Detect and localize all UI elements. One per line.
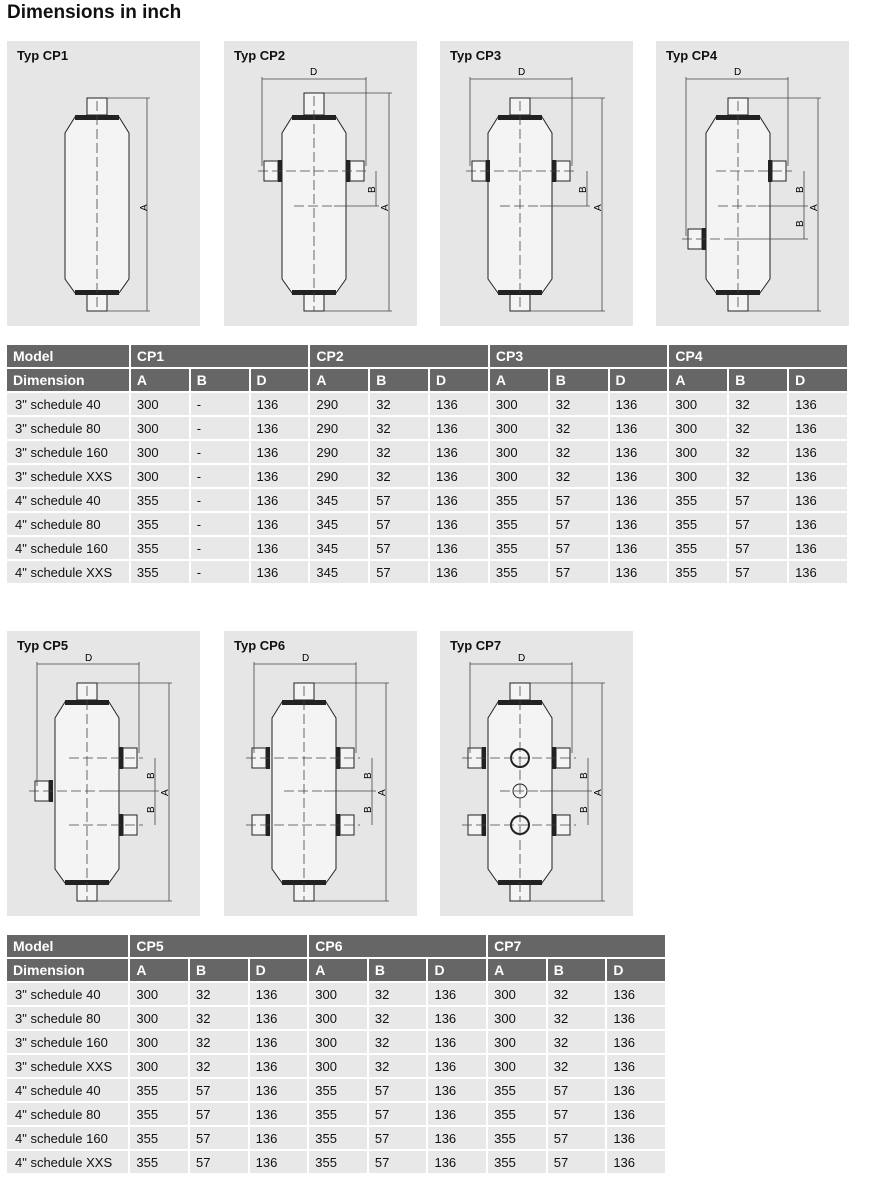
dim-d-label: D: [302, 653, 310, 664]
table-cell: 300: [130, 1055, 188, 1079]
panel-label: Typ CP4: [666, 48, 718, 63]
table-cell: 136: [250, 1055, 308, 1079]
table-cell: 300: [488, 1055, 546, 1079]
column-header: B: [550, 369, 608, 393]
table-cell: 136: [251, 393, 309, 417]
table-cell: -: [191, 417, 249, 441]
table-cell: 300: [490, 417, 548, 441]
table-row: [7, 1031, 665, 1055]
table-cell: 136: [789, 465, 847, 489]
table-cell: 57: [548, 1151, 606, 1175]
table-cell: 355: [309, 1127, 367, 1151]
table-subheader-row: [7, 959, 665, 983]
table-cell: 136: [428, 1055, 486, 1079]
table-cell: 136: [610, 393, 668, 417]
cp3-diagram-icon: [440, 41, 633, 326]
table-cell: 32: [550, 465, 608, 489]
table-cell: 290: [310, 417, 368, 441]
table-cell: 136: [251, 489, 309, 513]
dim-b-label: B: [363, 806, 374, 813]
row-label: 4" schedule 40: [7, 1079, 128, 1103]
table-cell: 300: [669, 465, 727, 489]
table-cell: 355: [130, 1079, 188, 1103]
diagram-panel-cp1: [7, 41, 200, 326]
table-cell: 136: [250, 1103, 308, 1127]
table-cell: 57: [370, 489, 428, 513]
table-cell: 32: [550, 393, 608, 417]
group-header: CP2: [310, 345, 488, 369]
dim-b-label: B: [146, 772, 157, 779]
table-row: [7, 1127, 665, 1151]
table-cell: 136: [428, 1127, 486, 1151]
table-cell: 136: [251, 465, 309, 489]
vessel-body: [472, 98, 570, 311]
table-cell: 136: [789, 489, 847, 513]
cp1-diagram-icon: [7, 41, 200, 326]
vessel-body: [252, 683, 354, 901]
table-cell: -: [191, 489, 249, 513]
table-cell: 136: [430, 441, 488, 465]
panel-label: Typ CP2: [234, 48, 286, 63]
column-header: B: [729, 369, 787, 393]
table-row: [7, 489, 847, 513]
dimensions-table-cp5-cp7: [5, 935, 667, 1175]
table-cell: 136: [250, 1007, 308, 1031]
table-cell: 300: [131, 441, 189, 465]
table-cell: 136: [428, 1103, 486, 1127]
table-cell: 32: [190, 1055, 248, 1079]
table-cell: 136: [610, 561, 668, 585]
diagram-panel-cp5: [7, 631, 200, 916]
dimensions-table-cp1-cp4: [5, 345, 849, 585]
table-cell: 355: [490, 537, 548, 561]
table-cell: 136: [430, 393, 488, 417]
table-cell: 32: [548, 1031, 606, 1055]
table-cell: 355: [490, 561, 548, 585]
table-cell: 136: [430, 513, 488, 537]
group-header: CP5: [130, 935, 307, 959]
table-cell: 136: [607, 1031, 665, 1055]
table-cell: 136: [789, 561, 847, 585]
table-row: [7, 1079, 665, 1103]
table-cell: 300: [488, 1031, 546, 1055]
row-label: 3" schedule 40: [7, 393, 129, 417]
table-cell: 32: [548, 983, 606, 1007]
diagram-panel-cp6: [224, 631, 417, 916]
table-cell: 57: [370, 561, 428, 585]
table-cell: 136: [250, 1127, 308, 1151]
table-cell: 136: [789, 441, 847, 465]
column-header: A: [309, 959, 367, 983]
table-cell: 136: [250, 1151, 308, 1175]
table-cell: 136: [789, 537, 847, 561]
table-subheader-row: [7, 369, 847, 393]
cp7-diagram-icon: [440, 631, 633, 916]
table-cell: 300: [309, 1055, 367, 1079]
diagram-panel-cp2: [224, 41, 417, 326]
table-cell: 355: [488, 1127, 546, 1151]
column-header: A: [488, 959, 546, 983]
table-cell: 57: [548, 1127, 606, 1151]
table-cell: 32: [370, 465, 428, 489]
table-cell: 300: [130, 983, 188, 1007]
table-cell: 300: [131, 465, 189, 489]
table-cell: 355: [131, 537, 189, 561]
table-cell: 136: [610, 489, 668, 513]
column-header: D: [251, 369, 309, 393]
dim-b-label: B: [367, 186, 378, 193]
panel-label: Typ CP5: [17, 638, 69, 653]
table-cell: 32: [729, 441, 787, 465]
panel-label: Typ CP7: [450, 638, 502, 653]
cp4-diagram-icon: [656, 41, 849, 326]
table-cell: 355: [669, 513, 727, 537]
table-cell: 136: [610, 465, 668, 489]
diagram-panel-cp3: [440, 41, 633, 326]
panel-label: Typ CP6: [234, 638, 286, 653]
table-cell: 136: [428, 983, 486, 1007]
table-cell: 355: [669, 537, 727, 561]
table-cell: 300: [669, 417, 727, 441]
table-cell: 355: [131, 513, 189, 537]
table-cell: 136: [250, 1079, 308, 1103]
table-cell: 57: [548, 1103, 606, 1127]
table-cell: 32: [729, 465, 787, 489]
dim-a-label: A: [139, 204, 150, 211]
table-cell: 32: [370, 417, 428, 441]
diagram-panel-cp4: [656, 41, 849, 326]
table-cell: 136: [250, 983, 308, 1007]
dim-a-label: A: [380, 204, 391, 211]
table-cell: 355: [490, 489, 548, 513]
group-header: CP1: [131, 345, 309, 369]
table-cell: 136: [430, 465, 488, 489]
row-label: 4" schedule XXS: [7, 561, 129, 585]
table-row: [7, 417, 847, 441]
table-cell: 136: [251, 513, 309, 537]
model-header: Model: [7, 345, 129, 369]
row-label: 3" schedule 160: [7, 1031, 128, 1055]
table-cell: 136: [430, 537, 488, 561]
table-cell: 355: [669, 561, 727, 585]
table-row: [7, 1007, 665, 1031]
table-cell: 57: [729, 489, 787, 513]
table-cell: 290: [310, 393, 368, 417]
table-cell: 136: [430, 561, 488, 585]
table-cell: 57: [190, 1103, 248, 1127]
table-cell: 300: [669, 441, 727, 465]
table-cell: 300: [130, 1007, 188, 1031]
table-cell: 355: [488, 1151, 546, 1175]
table-row: [7, 513, 847, 537]
table-cell: 57: [550, 513, 608, 537]
table-header-row: [7, 345, 847, 369]
table-cell: 345: [310, 561, 368, 585]
table-cell: 57: [729, 513, 787, 537]
table-cell: 32: [548, 1007, 606, 1031]
table-cell: 57: [370, 513, 428, 537]
table-cell: 355: [490, 513, 548, 537]
column-header: D: [789, 369, 847, 393]
table-cell: 300: [130, 1031, 188, 1055]
table-row: [7, 561, 847, 585]
table-cell: 136: [607, 1127, 665, 1151]
group-header: CP6: [309, 935, 486, 959]
table-cell: 57: [369, 1127, 427, 1151]
table-cell: 32: [550, 441, 608, 465]
column-header: B: [369, 959, 427, 983]
table-cell: 32: [369, 983, 427, 1007]
table-cell: 136: [607, 1103, 665, 1127]
table-header-row: [7, 935, 665, 959]
table-cell: 57: [369, 1079, 427, 1103]
table-cell: 136: [610, 537, 668, 561]
table-cell: 300: [131, 393, 189, 417]
table-cell: -: [191, 393, 249, 417]
dim-a-label: A: [809, 204, 820, 211]
dim-b-label: B: [579, 772, 590, 779]
cp6-diagram-icon: [224, 631, 417, 916]
table-cell: 290: [310, 465, 368, 489]
table-cell: 136: [251, 561, 309, 585]
table-cell: 290: [310, 441, 368, 465]
table-cell: 136: [607, 1055, 665, 1079]
table-row: [7, 465, 847, 489]
group-header: CP4: [669, 345, 847, 369]
cp2-diagram-icon: [224, 41, 417, 326]
dimension-header: Dimension: [7, 369, 129, 393]
table-row: [7, 537, 847, 561]
row-label: 3" schedule 160: [7, 441, 129, 465]
column-header: B: [370, 369, 428, 393]
centerlines: [258, 96, 370, 311]
column-header: B: [190, 959, 248, 983]
column-header: D: [428, 959, 486, 983]
dim-b-label: B: [795, 186, 806, 193]
table-cell: 355: [130, 1151, 188, 1175]
column-header: A: [310, 369, 368, 393]
table-cell: 32: [729, 393, 787, 417]
row-label: 3" schedule 40: [7, 983, 128, 1007]
table-cell: 57: [190, 1127, 248, 1151]
table-cell: 57: [548, 1079, 606, 1103]
table-cell: 355: [669, 489, 727, 513]
column-header: D: [430, 369, 488, 393]
table-cell: -: [191, 561, 249, 585]
table-cell: 136: [430, 417, 488, 441]
panel-label: Typ CP3: [450, 48, 502, 63]
table-cell: 32: [369, 1055, 427, 1079]
table-cell: 57: [369, 1103, 427, 1127]
table-cell: 355: [488, 1079, 546, 1103]
table-cell: 136: [251, 441, 309, 465]
table-cell: 355: [130, 1103, 188, 1127]
table-cell: 300: [490, 441, 548, 465]
row-label: 3" schedule 80: [7, 417, 129, 441]
dim-a-label: A: [593, 204, 604, 211]
column-header: A: [130, 959, 188, 983]
table-cell: 32: [729, 417, 787, 441]
row-label: 4" schedule XXS: [7, 1151, 128, 1175]
group-header: CP7: [488, 935, 665, 959]
table-cell: 355: [309, 1079, 367, 1103]
table-cell: 300: [490, 393, 548, 417]
table-cell: 32: [370, 441, 428, 465]
page-title: Dimensions in inch: [7, 2, 182, 23]
table-cell: 136: [607, 983, 665, 1007]
table-cell: 32: [190, 983, 248, 1007]
dim-a-label: A: [160, 789, 171, 796]
vessel-body: [688, 98, 786, 311]
table-cell: 355: [309, 1103, 367, 1127]
table-cell: -: [191, 537, 249, 561]
table-cell: 57: [550, 489, 608, 513]
row-label: 3" schedule XXS: [7, 1055, 128, 1079]
table-cell: 300: [669, 393, 727, 417]
table-cell: 300: [490, 465, 548, 489]
row-label: 4" schedule 160: [7, 1127, 128, 1151]
panel-label: Typ CP1: [17, 48, 69, 63]
table-cell: 32: [550, 417, 608, 441]
dim-d-label: D: [518, 653, 526, 664]
table-cell: 57: [190, 1079, 248, 1103]
table-cell: 57: [729, 561, 787, 585]
table-cell: 32: [369, 1007, 427, 1031]
table-cell: 136: [607, 1151, 665, 1175]
column-header: B: [548, 959, 606, 983]
table-cell: 136: [428, 1031, 486, 1055]
table-cell: 32: [190, 1007, 248, 1031]
column-header: A: [131, 369, 189, 393]
dim-a-label: A: [377, 789, 388, 796]
dim-b-label: B: [579, 806, 590, 813]
table-cell: 136: [430, 489, 488, 513]
table-cell: 136: [610, 417, 668, 441]
table-cell: 300: [309, 1007, 367, 1031]
table-cell: 300: [309, 1031, 367, 1055]
table-cell: 300: [309, 983, 367, 1007]
table-cell: 136: [428, 1151, 486, 1175]
row-label: 4" schedule 80: [7, 1103, 128, 1127]
table-cell: 57: [190, 1151, 248, 1175]
table-cell: 136: [251, 417, 309, 441]
table-cell: 57: [369, 1151, 427, 1175]
table-cell: 136: [789, 513, 847, 537]
table-cell: 345: [310, 537, 368, 561]
dimension-header: Dimension: [7, 959, 128, 983]
table-cell: 136: [428, 1079, 486, 1103]
dim-b-label: B: [578, 186, 589, 193]
table-cell: 136: [610, 513, 668, 537]
dim-d-label: D: [518, 67, 526, 78]
model-header: Model: [7, 935, 128, 959]
table-cell: 32: [369, 1031, 427, 1055]
table-cell: 57: [729, 537, 787, 561]
table-cell: 355: [131, 489, 189, 513]
cp5-diagram-icon: [7, 631, 200, 916]
row-label: 4" schedule 160: [7, 537, 129, 561]
table-cell: 57: [550, 561, 608, 585]
table-cell: 136: [428, 1007, 486, 1031]
table-cell: 355: [131, 561, 189, 585]
dim-a-label: A: [593, 789, 604, 796]
dim-d-label: D: [310, 67, 318, 78]
table-row: [7, 393, 847, 417]
table-cell: -: [191, 513, 249, 537]
dim-d-label: D: [85, 653, 93, 664]
table-cell: 345: [310, 513, 368, 537]
table-cell: 57: [370, 537, 428, 561]
dim-d-label: D: [734, 67, 742, 78]
column-header: D: [607, 959, 665, 983]
table-cell: -: [191, 441, 249, 465]
table-row: [7, 1151, 665, 1175]
table-cell: 355: [488, 1103, 546, 1127]
table-row: [7, 441, 847, 465]
row-label: 4" schedule 80: [7, 513, 129, 537]
table-cell: 355: [130, 1127, 188, 1151]
table-cell: 57: [550, 537, 608, 561]
dim-b-label: B: [795, 220, 806, 227]
table-cell: 136: [607, 1007, 665, 1031]
table-cell: 136: [607, 1079, 665, 1103]
table-cell: 136: [789, 393, 847, 417]
row-label: 4" schedule 40: [7, 489, 129, 513]
column-header: A: [669, 369, 727, 393]
table-cell: 300: [131, 417, 189, 441]
table-cell: 345: [310, 489, 368, 513]
table-row: [7, 983, 665, 1007]
table-cell: 300: [488, 983, 546, 1007]
table-cell: 136: [251, 537, 309, 561]
column-header: D: [610, 369, 668, 393]
column-header: D: [250, 959, 308, 983]
table-cell: 32: [190, 1031, 248, 1055]
table-cell: 136: [250, 1031, 308, 1055]
table-row: [7, 1055, 665, 1079]
table-cell: 300: [488, 1007, 546, 1031]
table-cell: 136: [789, 417, 847, 441]
table-cell: 136: [610, 441, 668, 465]
row-label: 3" schedule 80: [7, 1007, 128, 1031]
dim-b-label: B: [146, 806, 157, 813]
row-label: 3" schedule XXS: [7, 465, 129, 489]
diagram-panel-cp7: [440, 631, 633, 916]
table-row: [7, 1103, 665, 1127]
table-cell: -: [191, 465, 249, 489]
table-cell: 32: [370, 393, 428, 417]
column-header: B: [191, 369, 249, 393]
dim-b-label: B: [363, 772, 374, 779]
table-cell: 32: [548, 1055, 606, 1079]
group-header: CP3: [490, 345, 668, 369]
column-header: A: [490, 369, 548, 393]
table-cell: 355: [309, 1151, 367, 1175]
